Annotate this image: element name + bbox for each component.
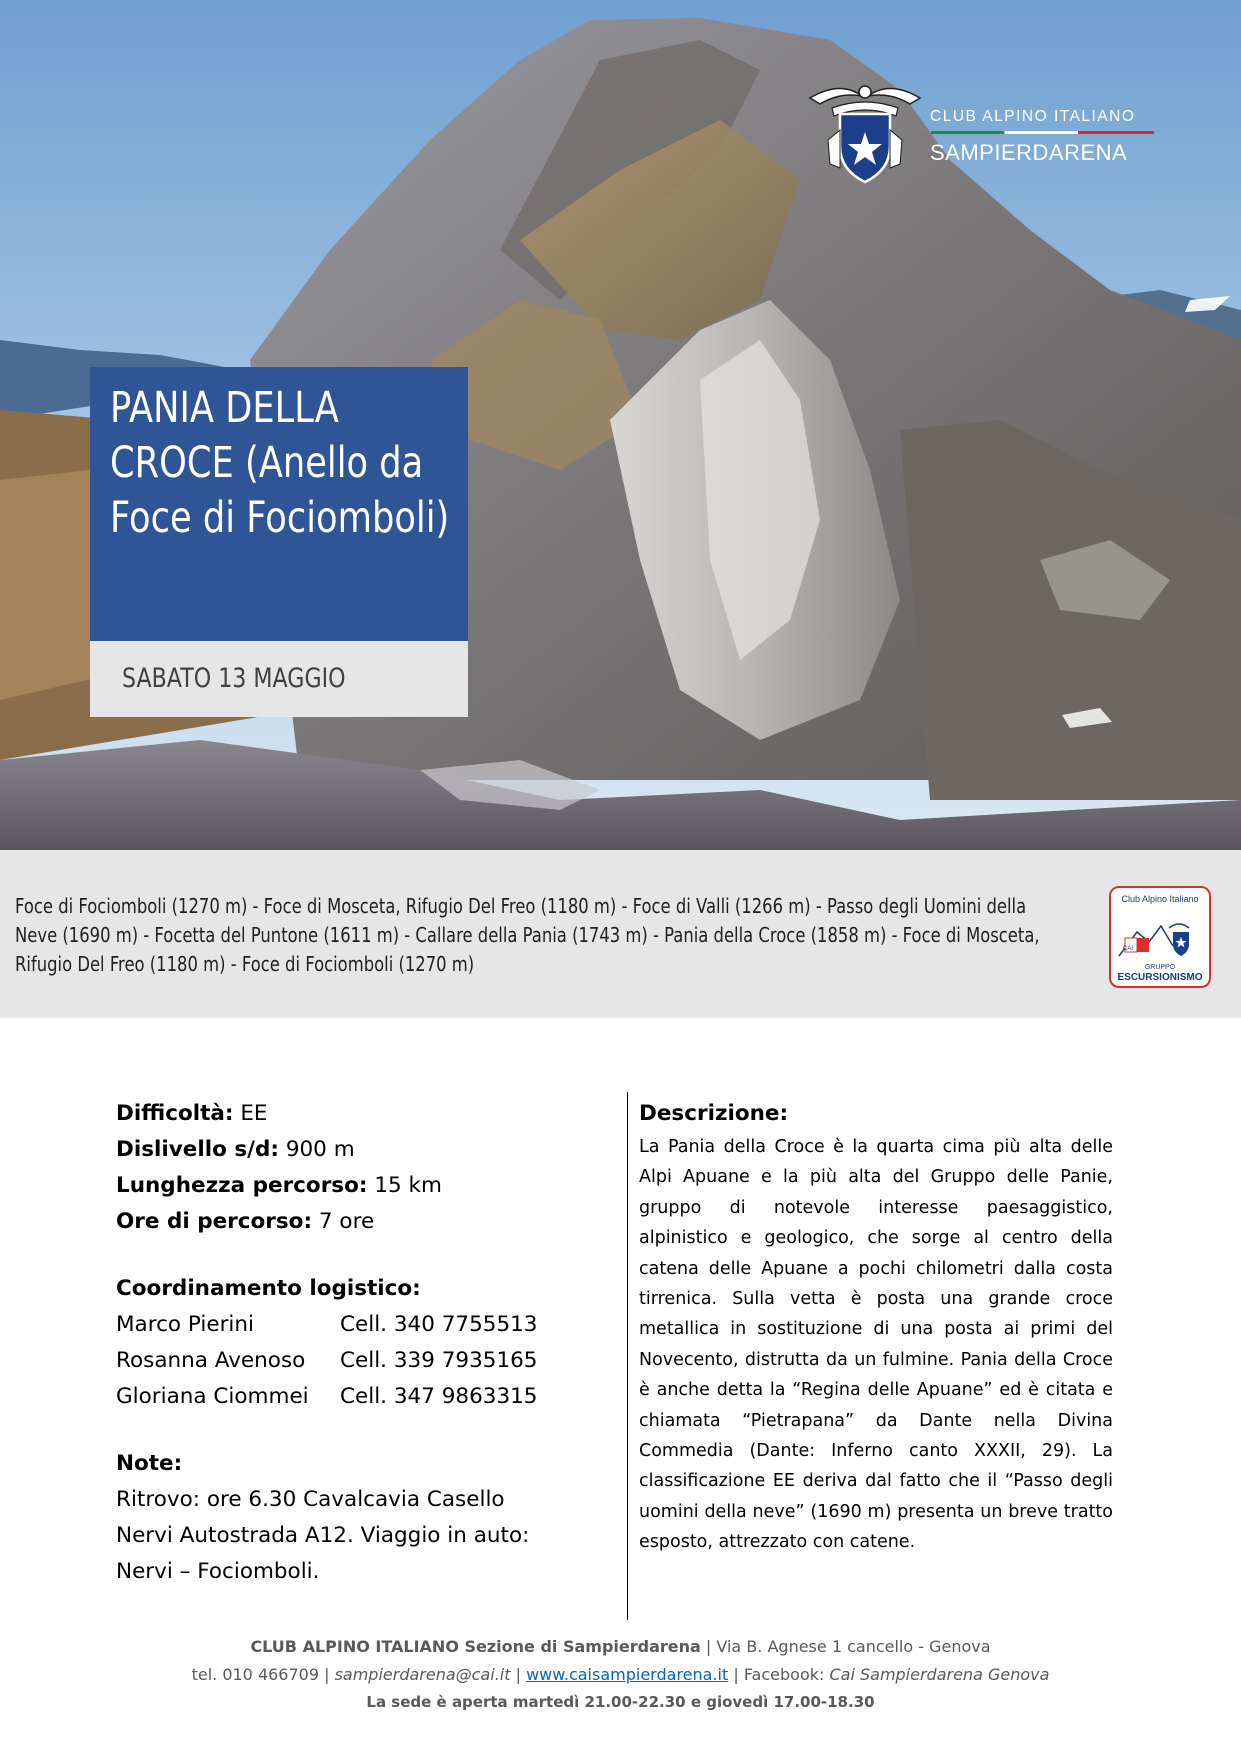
contact-row [116,1343,616,1379]
event-date-box [90,641,468,717]
description-text: La Pania della Croce è la quarta cima più alta delle Alpi Apuane e la più alta del Gruppo delle Panie, gruppo di notevole interesse paesaggistico, alpinistico e geologico, che sorge al centro della catena delle Apuane a pochi chilometri dalla costa tirrenica. Sulla vetta è posta una grande croce metallica in sostituzione di una posta ai primi del Novecento, distrutta da un fulmine. Pania della Croce è anche detta la “Regina delle Apuane” ed è citata e chiamata “Pietrapana” da Dante nella Divina Commedia (Dante: Inferno canto XXXII, 29). La classificazione EE deriva dal fatto che il “Passo degli uomini della neve” (1690 m) presenta un breve tratto esposto, attrezzato con catene. [639,1137,1113,1553]
contact-row [116,1307,616,1343]
notes-line: Nervi – Fociomboli. [116,1559,320,1584]
route-itinerary: Foce di Fociomboli (1270 m) - Foce di Mosceta, Rifugio Del Freo (1180 m) - Foce di Valli (1266 m) - Passo degli Uomini della Neve (1690 m) - Focetta del Puntone (1611 m) - Callare della Pania (1743 m) - Pania della Croce (1858 m) - Foce di Mosceta, Rifugio Del Freo (1180 m) - Foce di Fociomboli (1270 m) [15,894,1040,976]
badge-name: ESCURSIONISMO [1117,972,1203,983]
event-date: SABATO 13 MAGGIO [122,663,346,694]
difficulty-value: EE [240,1101,268,1126]
badge-gruppo: GRUPPO [1144,964,1176,971]
duration-label: Ore di percorso: [116,1209,313,1234]
notes-title: Note: [116,1451,183,1476]
org-name-line1: CLUB ALPINO ITALIANO [930,108,1136,125]
contact-name: Marco Pierini [116,1312,255,1337]
duration-row [116,1204,616,1240]
footer-address-line [0,1633,1241,1661]
length-label: Lunghezza percorso: [116,1173,368,1198]
cai-sampierdarena-logo [800,78,1170,188]
contact-phone[interactable]: Cell. 339 7935165 [340,1348,538,1373]
length-row [116,1168,616,1204]
event-title: PANIA DELLA CROCE (Anello da Foce di Fociomboli) [110,383,450,543]
event-title-box [90,367,468,641]
contact-phone[interactable]: Cell. 347 9863315 [340,1384,538,1409]
footer [0,1633,1241,1715]
contact-row [116,1379,616,1415]
contact-name: Rosanna Avenoso [116,1348,306,1373]
elevation-row [116,1132,616,1168]
hero-banner [0,0,1241,850]
footer-tel: tel. 010 466709 | [191,1665,335,1684]
org-name-line2: SAMPIERDARENA [930,140,1128,165]
cai-escursionismo-badge-icon [1117,916,1205,962]
route-band [0,850,1241,1018]
length-value: 15 km [374,1173,442,1198]
tricolor-divider [931,131,1154,134]
description-title: Descrizione: [639,1101,789,1126]
footer-org: CLUB ALPINO ITALIANO Sezione di Sampierdarena [250,1637,701,1656]
elevation-value: 900 m [285,1137,355,1162]
footer-contact-line: tel. 010 466709 | sampierdarena@cai.it | www.caisampierdarena.it | Facebook: Cai Sampierdarena Genova [191,1665,1050,1684]
elevation-label: Dislivello s/d: [116,1137,279,1162]
badge-org-label: Club Alpino Italiano [1121,894,1199,904]
notes-line: Ritrovo: ore 6.30 Cavalcavia Casello [116,1487,505,1512]
event-details [116,1096,616,1590]
notes-line: Nervi Autostrada A12. Viaggio in auto: [116,1523,530,1548]
contact-phone[interactable]: Cell. 340 7755513 [340,1312,538,1337]
difficulty-row [116,1096,616,1132]
svg-text:CAI: CAI [1123,946,1134,952]
footer-facebook[interactable]: Cai Sampierdarena Genova [829,1665,1050,1684]
escursionismo-badge [1109,886,1211,988]
cai-eagle-shield-icon [800,78,930,184]
contact-name: Gloriana Ciommei [116,1384,309,1409]
difficulty-label: Difficoltà: [116,1101,234,1126]
footer-hours: La sede è aperta martedì 21.00-22.30 e giovedì 17.00-18.30 [366,1693,875,1711]
footer-email[interactable]: sampierdarena@cai.it [334,1665,511,1684]
description-section [639,1096,1113,1558]
column-divider [627,1092,628,1620]
coordination-title: Coordinamento logistico: [116,1276,421,1301]
duration-value: 7 ore [318,1209,375,1234]
footer-address: | Via B. Agnese 1 cancello - Genova [700,1637,991,1656]
footer-website-link[interactable]: www.caisampierdarena.it [526,1665,729,1684]
